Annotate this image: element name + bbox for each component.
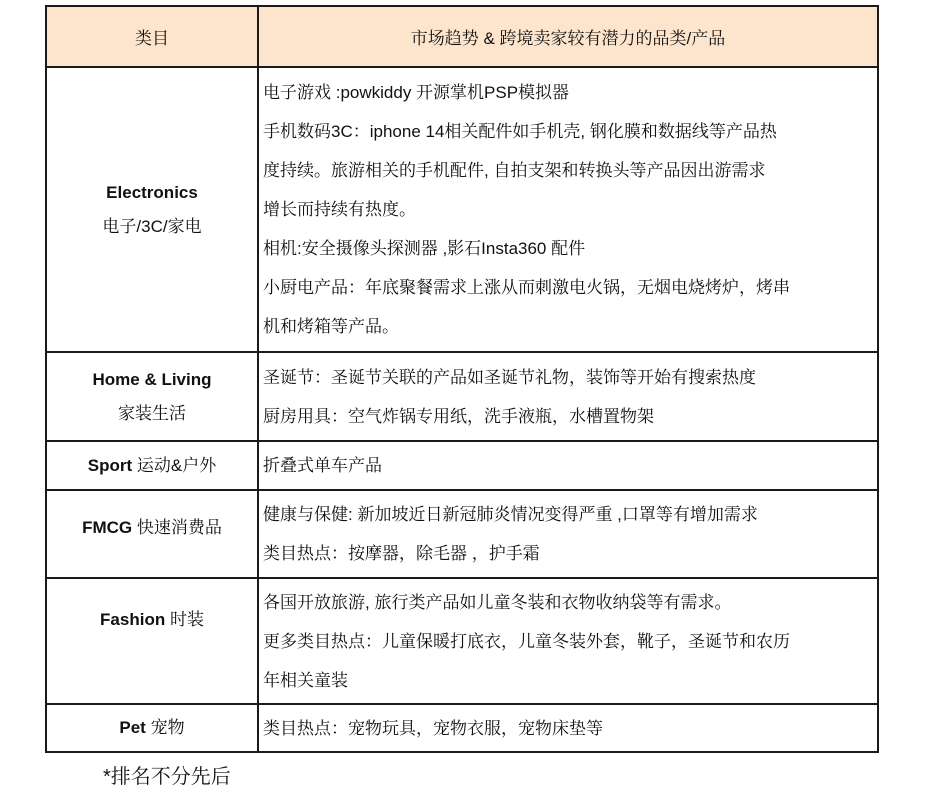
trend-line: 更多类目热点：儿童保暖打底衣，儿童冬装外套，靴子，圣诞节和农历 (263, 631, 790, 651)
trend-line: 厨房用具：空气炸锅专用纸，洗手液瓶，水槽置物架 (263, 406, 654, 426)
trend-line: 各国开放旅游, 旅行类产品如儿童冬装和衣物收纳袋等有需求。 (263, 592, 732, 612)
category-zh: 宠物 (150, 718, 185, 737)
trend-line: 电子游戏 :powkiddy 开源掌机PSP模拟器 (263, 83, 570, 102)
trend-cell (258, 67, 878, 352)
header-category: 类目 (46, 6, 258, 67)
category-en: Sport (87, 455, 133, 475)
trend-line: 圣诞节：圣诞节关联的产品如圣诞节礼物，装饰等开始有搜索热度 (263, 367, 756, 387)
table-row (46, 704, 878, 752)
category-en: Home & Living (92, 369, 212, 389)
trend-line: 健康与保健: 新加坡近日新冠肺炎情况变得严重 ,口罩等有增加需求 (263, 505, 758, 524)
category-cell (46, 441, 258, 490)
header-trend: 市场趋势 & 跨境卖家较有潜力的品类/产品 (258, 6, 878, 67)
category-cell (46, 578, 258, 704)
category-zh: 运动&户外 (136, 455, 217, 475)
trend-line: 类目热点：按摩器，除毛器 ，护手霜 (263, 544, 540, 563)
trend-line: 相机:安全摄像头探测器 ,影石Insta360 配件 (263, 239, 586, 258)
category-cell (46, 67, 258, 352)
category-zh: 快速消费品 (136, 518, 222, 537)
category-cell (46, 704, 258, 752)
category-zh: 时装 (169, 610, 204, 629)
table-row (46, 578, 878, 704)
table-row (46, 352, 878, 441)
category-en: Electronics (106, 182, 198, 202)
trend-cell (258, 490, 878, 578)
trend-cell (258, 578, 878, 704)
table-row (46, 441, 878, 490)
table-row (46, 490, 878, 578)
trend-line: 小厨电产品：年底聚餐需求上涨从而刺激电火锅，无烟电烧烤炉，烤串 (263, 278, 790, 297)
trend-line: 手机数码3C：iphone 14相关配件如手机壳, 钢化膜和数据线等产品热 (263, 122, 777, 141)
category-trend-table (45, 5, 879, 753)
trend-line: 度持续。旅游相关的手机配件, 自拍支架和转换头等产品因出游需求 (263, 161, 766, 180)
category-en: Fashion (100, 610, 166, 629)
category-cell (46, 490, 258, 578)
trend-line: 折叠式单车产品 (263, 456, 382, 475)
footnote: *排名不分先后 (103, 766, 231, 788)
trend-cell (258, 704, 878, 752)
category-zh: 电子/3C/家电 (102, 216, 202, 236)
trend-line: 类目热点：宠物玩具，宠物衣服，宠物床垫等 (263, 718, 603, 738)
trend-line: 机和烤箱等产品。 (263, 317, 399, 336)
table-row (46, 67, 878, 352)
category-en: Pet (119, 718, 146, 737)
trend-cell (258, 441, 878, 490)
trend-cell (258, 352, 878, 441)
trend-line: 年相关童装 (263, 670, 348, 690)
category-cell (46, 352, 258, 441)
trend-line: 增长而持续有热度。 (263, 200, 416, 219)
category-zh: 家装生活 (118, 403, 186, 423)
table-header-row (46, 6, 878, 67)
category-en: FMCG (82, 518, 133, 537)
